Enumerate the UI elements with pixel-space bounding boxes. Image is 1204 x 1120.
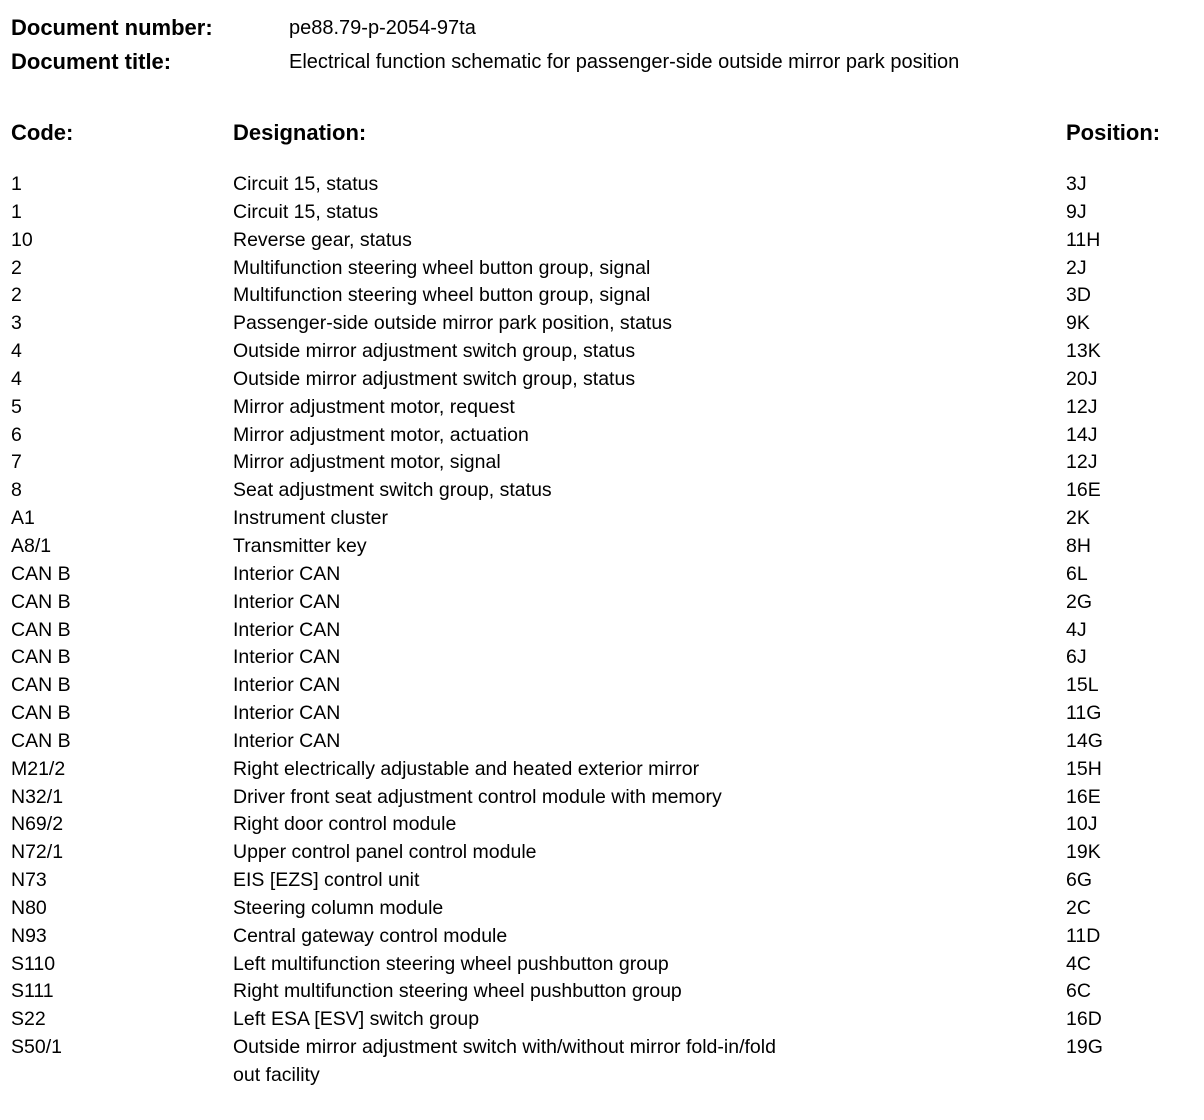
position-cell: 6J [1066, 646, 1087, 669]
table-row [0, 1034, 1204, 1090]
position-cell: 2G [1066, 590, 1093, 613]
position-cell: 2K [1066, 507, 1090, 530]
position-cell: 16E [1066, 785, 1101, 808]
designation-cell: Reverse gear, status [233, 228, 412, 251]
table-row [0, 1006, 1204, 1034]
position-cell: 6L [1066, 562, 1088, 585]
code-cell: S111 [11, 980, 54, 1003]
position-cell: 11G [1066, 702, 1102, 725]
position-cell: 11H [1066, 228, 1101, 251]
code-cell: S50/1 [11, 1036, 62, 1059]
position-cell: 16E [1066, 479, 1101, 502]
position-cell: 14J [1066, 423, 1098, 446]
code-cell: 2 [11, 256, 22, 279]
table-row [0, 617, 1204, 645]
code-cell: CAN B [11, 646, 71, 669]
code-cell: A1 [11, 507, 35, 530]
table-row [0, 338, 1204, 366]
position-cell: 4C [1066, 952, 1091, 975]
code-cell: CAN B [11, 618, 71, 641]
designation-cell: Multifunction steering wheel button group, signal [233, 256, 651, 279]
position-cell: 4J [1066, 618, 1087, 641]
code-cell: 5 [11, 395, 22, 418]
code-cell: S22 [11, 1008, 46, 1031]
designation-cell: Outside mirror adjustment switch group, status [233, 340, 636, 363]
position-cell: 3J [1066, 173, 1087, 195]
table-row [0, 672, 1204, 700]
position-cell: 15H [1066, 757, 1102, 780]
document-title-value: Electrical function schematic for passenger-side outside mirror park position [289, 51, 960, 73]
table-row [0, 422, 1204, 450]
code-cell: 3 [11, 312, 22, 335]
designation-cell: Right electrically adjustable and heated exterior mirror [233, 757, 700, 780]
designation-cell: Interior CAN [233, 618, 341, 641]
designation-cell: Mirror adjustment motor, signal [233, 451, 501, 474]
position-cell: 12J [1066, 451, 1098, 474]
designation-cell: Steering column module [233, 896, 444, 919]
code-cell: CAN B [11, 729, 71, 752]
position-cell: 8H [1066, 534, 1091, 557]
code-cell: 6 [11, 423, 22, 446]
document-title-label: Document title: [11, 49, 172, 74]
designation-cell: Central gateway control module [233, 924, 508, 947]
code-cell: N73 [11, 869, 47, 892]
designation-cell: Outside mirror adjustment switch with/without mirror fold-in/fold [233, 1036, 776, 1059]
table-row [0, 867, 1204, 895]
table-row [0, 728, 1204, 756]
designation-cell-continuation: out facility [233, 1064, 320, 1086]
designation-cell: Driver front seat adjustment control module with memory [233, 785, 722, 808]
designation-cell: EIS [EZS] control unit [233, 869, 420, 892]
table-row [0, 255, 1204, 283]
position-cell: 3D [1066, 284, 1091, 307]
code-cell: 1 [11, 200, 22, 223]
table-row [0, 505, 1204, 533]
table-row [0, 589, 1204, 617]
position-cell: 2J [1066, 256, 1087, 279]
table-row [0, 923, 1204, 951]
designation-cell: Passenger-side outside mirror park position, status [233, 312, 672, 335]
code-cell: 4 [11, 367, 22, 390]
code-cell: N69/2 [11, 813, 64, 836]
table-row [0, 227, 1204, 255]
code-cell: CAN B [11, 590, 71, 613]
designation-cell: Instrument cluster [233, 507, 388, 530]
position-cell: 6C [1066, 980, 1091, 1003]
code-cell: CAN B [11, 674, 71, 697]
document-number-label: Document number: [11, 15, 213, 40]
code-cell: 4 [11, 340, 22, 363]
position-cell: 12J [1066, 395, 1098, 418]
code-cell: 10 [11, 228, 33, 251]
column-header-position: Position: [1066, 120, 1161, 145]
table-row [0, 644, 1204, 672]
position-cell: 13K [1066, 340, 1101, 363]
designation-cell: Outside mirror adjustment switch group, status [233, 367, 636, 390]
table-row [0, 449, 1204, 477]
position-cell: 10J [1066, 813, 1098, 836]
code-cell: 7 [11, 451, 22, 474]
designation-cell: Mirror adjustment motor, actuation [233, 423, 529, 446]
table-row [0, 978, 1204, 1006]
designation-cell: Interior CAN [233, 646, 341, 669]
designation-cell: Seat adjustment switch group, status [233, 479, 552, 502]
position-cell: 14G [1066, 729, 1103, 752]
code-cell: CAN B [11, 702, 71, 725]
designation-cell: Interior CAN [233, 562, 341, 585]
position-cell: 16D [1066, 1008, 1102, 1031]
position-cell: 15L [1066, 674, 1099, 697]
designation-cell: Interior CAN [233, 729, 341, 752]
position-cell: 2C [1066, 896, 1091, 919]
table-row [0, 394, 1204, 422]
code-cell: M21/2 [11, 757, 66, 780]
table-row [0, 756, 1204, 784]
designation-cell: Interior CAN [233, 590, 341, 613]
table-row [0, 951, 1204, 979]
code-cell: 8 [11, 479, 22, 502]
designation-cell: Upper control panel control module [233, 841, 537, 864]
designation-cell: Interior CAN [233, 702, 341, 725]
designation-cell: Mirror adjustment motor, request [233, 395, 515, 418]
designation-cell: Transmitter key [233, 534, 367, 557]
document-number-value: pe88.79-p-2054-97ta [289, 17, 476, 39]
table-row [0, 700, 1204, 728]
position-cell: 19G [1066, 1036, 1103, 1059]
table-row [0, 895, 1204, 923]
table-row [0, 561, 1204, 589]
position-cell: 19K [1066, 841, 1101, 864]
table-row [0, 310, 1204, 338]
table-row [0, 477, 1204, 505]
code-cell: S110 [11, 952, 56, 975]
position-cell: 20J [1066, 367, 1098, 390]
table-row [0, 811, 1204, 839]
designation-cell: Multifunction steering wheel button group, signal [233, 284, 651, 307]
designation-cell: Circuit 15, status [233, 200, 379, 223]
designation-cell: Interior CAN [233, 674, 341, 697]
code-cell: N93 [11, 924, 47, 947]
position-cell: 11D [1066, 924, 1101, 947]
designation-cell: Right multifunction steering wheel pushbutton group [233, 980, 682, 1003]
designation-cell: Left ESA [ESV] switch group [233, 1008, 480, 1031]
code-cell: 1 [11, 173, 22, 195]
table-row [0, 282, 1204, 310]
code-cell: CAN B [11, 562, 71, 585]
table-row [0, 533, 1204, 561]
code-cell: N80 [11, 896, 47, 919]
column-header-designation: Designation: [233, 120, 367, 145]
designation-cell: Right door control module [233, 813, 457, 836]
table-row [0, 839, 1204, 867]
position-cell: 6G [1066, 869, 1093, 892]
designation-cell: Circuit 15, status [233, 173, 379, 195]
table-row [0, 171, 1204, 199]
table-row [0, 366, 1204, 394]
code-cell: N72/1 [11, 841, 64, 864]
designation-cell: Left multifunction steering wheel pushbutton group [233, 952, 669, 975]
designation-table [0, 171, 1204, 1090]
code-cell: 2 [11, 284, 22, 307]
code-cell: N32/1 [11, 785, 64, 808]
position-cell: 9J [1066, 200, 1087, 223]
code-cell: A8/1 [11, 534, 52, 557]
table-row [0, 784, 1204, 812]
column-header-code: Code: [11, 120, 74, 145]
table-row [0, 199, 1204, 227]
position-cell: 9K [1066, 312, 1090, 335]
